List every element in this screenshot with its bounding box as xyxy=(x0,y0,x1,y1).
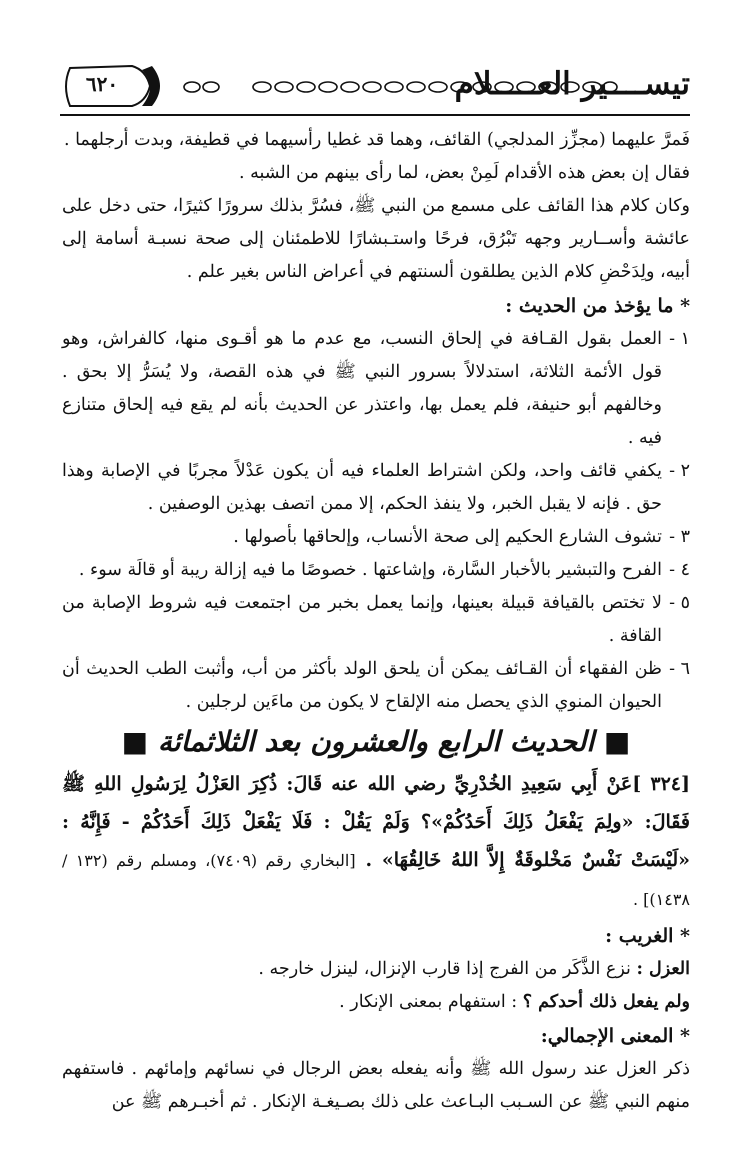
list-item xyxy=(62,587,690,653)
list-text: العمل بقول القـافة في إلحاق النسب، مع عدم ما هو أقـوى منها، كالفراش، وهو قول الأئمة الثلاثة، استدلالاً بسرور النبي ﷺ في هذه القصة، ولا يُسَرُّ إلا بحق . وخالفهم أبو حنيفة، فلم يعمل بها، واعتذر عن الحديث بأنه لم يقع فيه إلحاق متنازع فيه . xyxy=(62,329,662,448)
list-number: ١ - xyxy=(669,329,690,349)
page-header xyxy=(60,62,690,114)
gharib-definition: : استفهام بمعنى الإنكار . xyxy=(339,992,523,1012)
general-meaning-text: ذكر العزل عند رسول الله ﷺ وأنه يفعله بعض الرجال في نسائهم وإمائهم . فاستفهم منهم النبي ﷺ عن السـبب البـاعث على ذلك بصـيغـة الإنكار . ثم أخبـرهم ﷺ عن xyxy=(62,1059,690,1112)
hadith-body: [٣٢٤ ]عَنْ أَبِي سَعِيدِ الخُدْرِيِّ رضي الله عنه قَالَ: ذُكِرَ العَزْلُ لِرَسُولِ اللهِ ﷺ فَقَالَ: «ولِمَ يَفْعَلُ ذَلِكَ أَحَدُكُمْ»؟ وَلَمْ يَقُلْ : فَلَا يَفْعَلْ ذَلِكَ أَحَدُكُمْ - فَإِنَّهُ : «لَيْسَتْ نَفْسٌ مَخْلوقَةٌ إِلاَّ اللهُ خَالِقُهَا» . xyxy=(62,773,690,871)
list-text: لا تختص بالقيافة قبيلة بعينها، وإنما يعمل بخبر من اجتمعت فيه شروط الإصابة من القافة . xyxy=(62,593,662,646)
list-item xyxy=(62,323,690,455)
list-number: ٢ - xyxy=(669,461,690,481)
book-title: تيســــير العـــــلام xyxy=(454,66,690,102)
list-item xyxy=(62,455,690,521)
list-item xyxy=(62,521,690,554)
gharib-entry xyxy=(62,986,690,1019)
header-divider xyxy=(60,114,690,116)
list-number: ٥ - xyxy=(669,593,690,613)
gharib-heading: * الغريب : xyxy=(605,925,690,947)
list-text: تشوف الشارع الحكيم إلى صحة الأنساب، وإلحاقها بأصولها . xyxy=(233,527,662,547)
paragraph: فقال إن بعض هذه الأقدام لَمِنْ بعض، لما رأى بينهم من الشبه . xyxy=(239,163,690,183)
benefits-heading: * ما يؤخذ من الحديث : xyxy=(505,295,690,317)
page-number: ٦٢٠ xyxy=(85,72,119,96)
list-item xyxy=(62,554,690,587)
list-number: ٣ - xyxy=(669,527,690,547)
gharib-entry xyxy=(62,953,690,986)
list-text: يكفي قائف واحد، ولكن اشتراط العلماء فيه أن يكون عَدْلاً مجربًا في الإصابة وهذا حق . فإنه لا يقبل الخبر، ولا ينفذ الحكم، إلا ممن اتصف بهذين الوصفين . xyxy=(62,461,662,514)
list-text: ظن الفقهاء أن القـائف يمكن أن يلحق الولد بأكثر من أب، وأثبت الطب الحديث أن الحيوان المنوي الذي يحصل منه الإلقاح لا يكون من ماءَين لرجلين . xyxy=(62,659,662,712)
general-meaning-heading: * المعنى الإجمالي: xyxy=(540,1025,690,1047)
list-number: ٦ - xyxy=(669,659,690,679)
hadith-text xyxy=(62,765,690,919)
gharib-term: العزل : xyxy=(636,959,690,979)
hadith-title: ■ الحديث الرابع والعشرون بعد الثلاثمائة ■ xyxy=(121,725,631,758)
page-content xyxy=(62,124,690,1119)
ornament-icon xyxy=(182,76,222,98)
gharib-definition: نزع الذَّكَر من الفرج إذا قارب الإنزال، لينزل خارجه . xyxy=(258,959,637,979)
paragraph: وكان كلام هذا القائف على مسمع من النبي ﷺ، فسُرَّ بذلك سرورًا كثيرًا، حتى دخل على عائشة وأســارير وجهه تَبْرُق، فرحًا واستـبشارًا للاطمئنان إلى صحة نسبـة أسامة إلى أبيه، ولِدَحْضِ كلام الذين يطلقون ألسنتهم في أعراض الناس بغير علم . xyxy=(62,196,690,282)
list-text: الفرح والتبشير بالأخبار السَّارة، وإشاعتها . خصوصًا ما فيه إزالة ريبة أو قالَة سوء . xyxy=(78,560,662,580)
list-item xyxy=(62,653,690,719)
gharib-term: ولم يفعل ذلك أحدكم ؟ xyxy=(522,992,690,1012)
paragraph: فَمرَّ عليهما (مجزِّز المدلجي) القائف، وهما قد غطيا رأسيهما في قطيفة، وبدت أرجلهما . xyxy=(63,130,690,150)
hadith-source: [البخاري رقم (٧٤٠٩)، ومسلم رقم (١٣٢ / ١٤٣٨)] . xyxy=(62,851,690,909)
list-number: ٤ - xyxy=(669,560,690,580)
